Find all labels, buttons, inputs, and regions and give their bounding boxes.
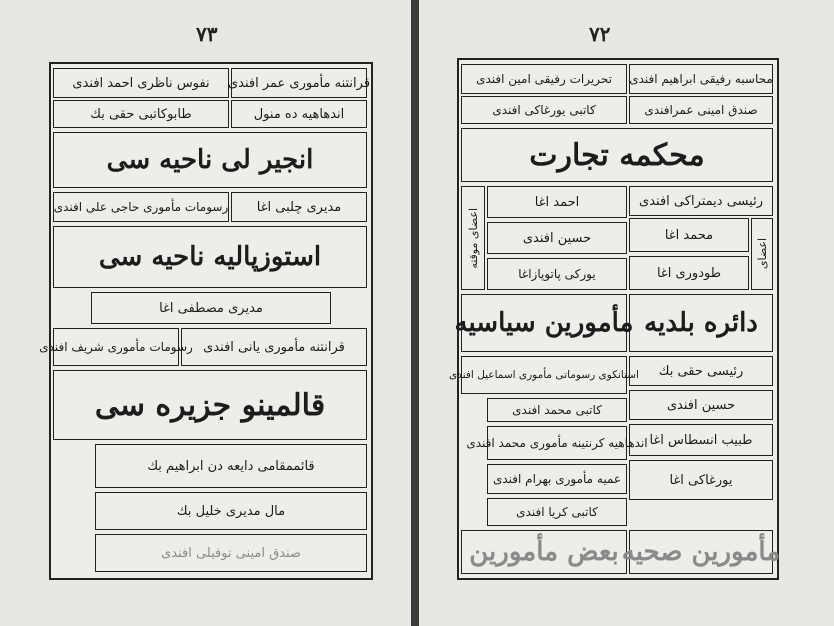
heading-political-officials: مأمورین سیاسیه: [461, 294, 627, 352]
temp-member-yorki: یورکى پاتوپازاغا: [487, 258, 627, 290]
temp-member-huseyin: حسین افندى: [487, 222, 627, 254]
heading-municipality: دائره بلدیه: [629, 294, 773, 352]
istozpalya-director: مدیرى مصطفى اغا: [91, 292, 331, 324]
heading-incirli-district: انجیر لى ناحیه سى: [53, 132, 367, 188]
clerk-mehmed: کاتبی محمد افندى: [487, 398, 627, 422]
clerk-yorgaki: کاتبی یورغاکى افندى: [461, 96, 627, 124]
quarantine-officer: قرانتنه مأمورى عمر افندى: [231, 68, 367, 98]
kalymnos-governor: قائممقامى دایعه دن ابراهیم بك: [95, 444, 367, 488]
heading-istozpalya-district: استوزپالیه ناحیه سى: [53, 226, 367, 288]
court-president: رئیسى دیمتراکى افندى: [629, 186, 773, 216]
footer-some-officials: بعض مأمورین: [461, 530, 627, 574]
heading-kalymnos-island: قالمینو جزیره سى: [53, 370, 367, 440]
temporary-members-label: اعضاى موقته: [461, 186, 485, 290]
istozpalya-quarantine-officer: قرانتنه مأمورى یانى افندى: [181, 328, 367, 366]
temp-member-ahmed: احمد اغا: [487, 186, 627, 218]
mayor: رئیسى حقى بك: [629, 356, 773, 386]
footer-health-officials: مأمورین صحیه: [629, 530, 773, 574]
clerk-kirya: کاتبی کریا افندى: [487, 498, 627, 526]
members-label: اعضاى: [751, 218, 773, 290]
istanköy-customs-officer: استانکوى رسوماتی مأمورى اسماعیل افندى: [461, 356, 627, 394]
census-director: نفوس ناظرى احمد افندى: [53, 68, 229, 98]
member-mehmed: محمد اغا: [629, 218, 749, 252]
istozpalya-customs-officer: رسومات مأمورى شریف افندى: [53, 328, 179, 366]
treasurer: صندق امینى عمرافندى: [629, 96, 773, 124]
incirli-customs-officer: رسومات مأمورى حاجى على افندى: [53, 192, 229, 222]
kalymnos-finance-director: مال مدیرى خلیل بك: [95, 492, 367, 530]
officer-bahram: عمیه مأمورى بهرام افندى: [487, 464, 627, 494]
left-page-number: ٧٣: [196, 22, 218, 46]
municipal-yorgaki: یورغاکى اغا: [629, 460, 773, 500]
right-page-number: ٧٢: [589, 22, 611, 46]
accounting-assistant: محاسبه رفیقى ابراهیم افندى: [629, 64, 773, 94]
page-gutter: [411, 0, 419, 626]
right-table: [449, 58, 781, 580]
municipal-huseyin: حسین افندى: [629, 390, 773, 420]
andhahiye-residence: اندهاهیه ده منول: [231, 100, 367, 128]
left-page: [0, 0, 411, 626]
correspondence-assistant: تحریرات رفیقى امین افندى: [461, 64, 627, 94]
right-page: [419, 0, 834, 626]
kalymnos-treasurer: صندق امینى توفیلى افندى: [95, 534, 367, 572]
land-registry-clerk: طابوکاتبی حقی بك: [53, 100, 229, 128]
physician-anastas: طبیب انسطاس اغا: [629, 424, 773, 456]
heading-commercial-court: محکمه تجارت: [461, 128, 773, 182]
left-table: [39, 62, 373, 580]
member-todori: طودورى اغا: [629, 256, 749, 290]
incirli-director: مدیرى چلبى اغا: [231, 192, 367, 222]
quarantine-officer-mehmed: اندهاهیه کرنتینه مأمورى محمد افندى: [487, 426, 627, 460]
